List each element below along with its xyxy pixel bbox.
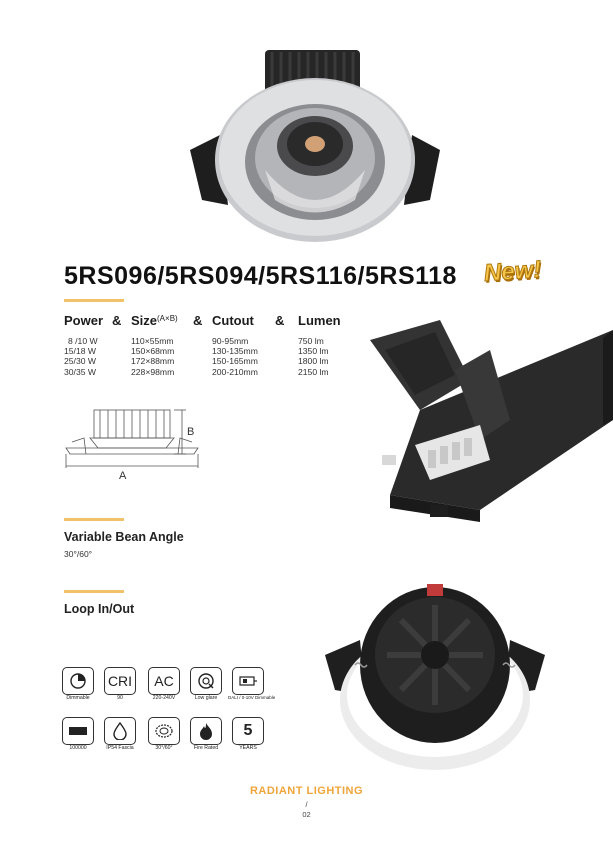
ip54-feature [104, 717, 140, 751]
angle-feature [148, 717, 184, 751]
fire-rated-feature [190, 717, 226, 751]
size-column [131, 336, 174, 377]
dali-label: DALI / 0-10V Dimmable [228, 695, 276, 700]
cutout-column [212, 336, 258, 377]
cutout-value: 90-95mm [212, 336, 249, 346]
downlight-back-image [305, 570, 565, 780]
power-column [64, 336, 98, 377]
cutout-value: 150-165mm [212, 356, 258, 367]
low-glare-icon [190, 667, 222, 695]
dimmable-icon [62, 667, 94, 695]
power-value: 30/35 W [64, 366, 97, 377]
size-value: 110×55mm [131, 336, 174, 346]
fire-rated-label: Fire Rated [193, 745, 219, 751]
power-value: 25/30 W [64, 356, 97, 367]
warranty-label: YEARS [239, 745, 257, 751]
hours-label: 100000 [69, 745, 87, 751]
beam-angle-value: 30°/60° [64, 549, 93, 559]
accent-line-loop [64, 590, 124, 593]
lumen-value: 1800 lm [298, 356, 329, 367]
power-header: Power [64, 313, 104, 328]
ac-label: 220-240V [152, 695, 176, 701]
dali-icon [232, 667, 264, 695]
dimmable-label: Dimmable [66, 695, 90, 701]
cutout-value: 200-210mm [212, 366, 258, 377]
loop-title: Loop In/Out [64, 602, 135, 616]
amp-2: & [193, 313, 203, 328]
lumen-value: 750 lm [298, 336, 324, 346]
cri-feature [104, 667, 140, 701]
page-number: 02 [302, 810, 311, 819]
power-value: 8 /10 W [68, 336, 98, 346]
ip54-label: IP54 Fascia [106, 745, 134, 751]
ip54-icon [104, 717, 136, 745]
dimension-label-b: B [187, 426, 195, 438]
hours-feature [62, 717, 98, 751]
dimmable-feature [62, 667, 98, 701]
cri-label: 90 [117, 695, 123, 701]
junction-box-image [360, 310, 613, 535]
feature-icons [62, 667, 292, 777]
hours-icon [62, 717, 94, 745]
lumen-value: 1350 lm [298, 346, 329, 357]
size-value: 172×88mm [131, 356, 175, 367]
brand-name: RADIANT LIGHTING [249, 785, 364, 797]
angle-label: 30°/60° [155, 745, 173, 751]
fire-rated-icon [190, 717, 222, 745]
lumen-header: Lumen [298, 313, 341, 328]
lumen-column [298, 336, 329, 377]
dimension-label-a: A [119, 470, 127, 482]
new-badge: New! [483, 256, 543, 287]
size-value: 150×68mm [131, 346, 175, 357]
power-value: 15/18 W [64, 346, 97, 357]
dali-feature [228, 667, 276, 700]
accent-line-specs [64, 299, 124, 302]
page-slash: / [305, 800, 308, 809]
amp-1: & [112, 313, 122, 328]
beam-angle-title: Variable Bean Angle [64, 530, 184, 544]
low-glare-label: Low glare [194, 695, 218, 701]
cutout-header: Cutout [212, 313, 254, 328]
warranty-icon: 5 [232, 717, 264, 745]
angle-icon [148, 717, 180, 745]
low-glare-feature [190, 667, 226, 701]
ac-icon: AC [148, 667, 180, 695]
size-superscript: (A×B) [157, 314, 178, 323]
size-value: 228×98mm [131, 366, 175, 377]
downlight-product-image [180, 40, 450, 260]
cri-icon: CRI [104, 667, 136, 695]
cutout-value: 130-135mm [212, 346, 258, 357]
lumen-value: 2150 lm [298, 366, 329, 377]
size-header: Size$^{(A\times B)}$ [131, 313, 178, 328]
accent-line-beam [64, 518, 124, 521]
warranty-feature [232, 717, 268, 751]
dimension-diagram [62, 404, 222, 484]
product-title: 5RS096/5RS094/5RS116/5RS118 [64, 262, 457, 290]
amp-3: & [275, 313, 285, 328]
ac-feature [148, 667, 184, 701]
